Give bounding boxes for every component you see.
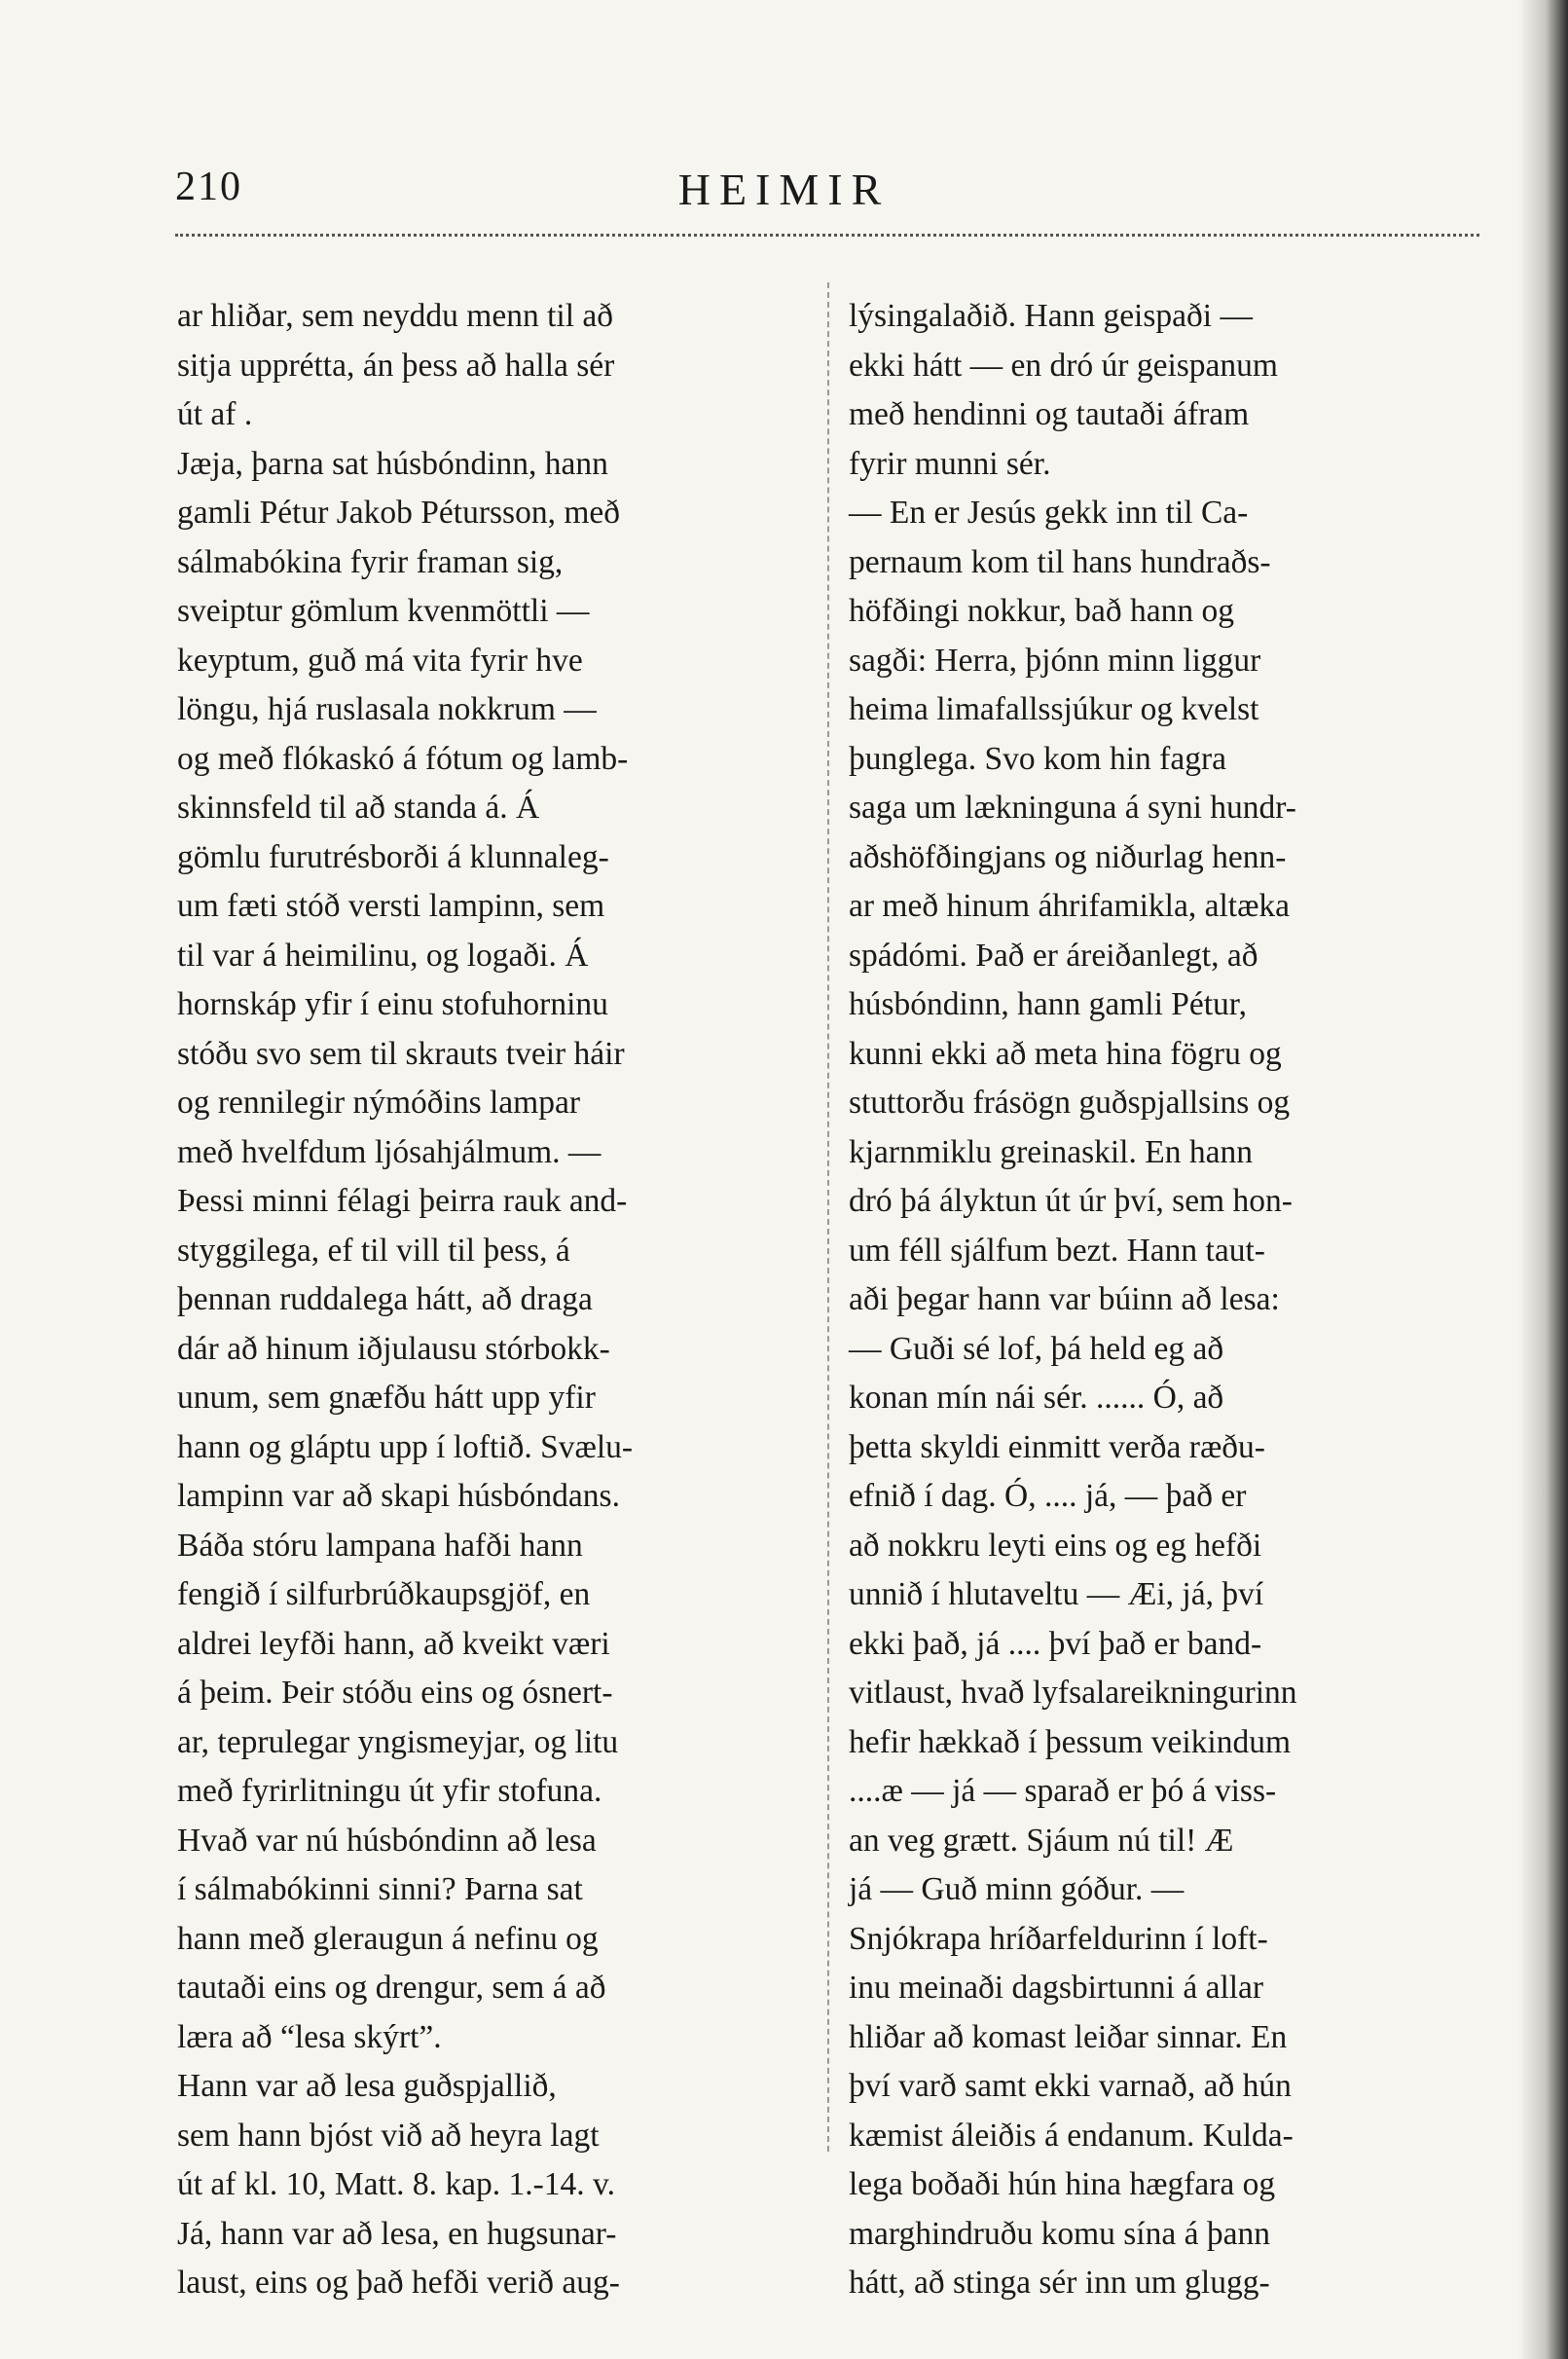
text-line: kjarnmiklu greinaskil. En hann [849,1133,1253,1170]
text-line: fyrir munni sér. [849,445,1051,482]
text-line: inu meinaði dagsbirtunni á allar [849,1970,1264,2006]
text-line: húsbóndinn, hann gamli Pétur, [849,986,1248,1022]
text-line: kunni ekki að meta hina fögru og [849,1035,1282,1072]
text-line: skinnsfeld til að standa á. Á [177,790,540,826]
running-head: HEIMIR [677,165,891,214]
text-line: dró þá ályktun út úr því, sem hon- [849,1183,1293,1219]
text-line: ekki hátt — en dró úr geispanum [849,347,1278,384]
text-line: hliðar að komast leiðar sinnar. En [849,2018,1288,2055]
text-line: hefir hækkað í þessum veikindum [849,1723,1292,1760]
text-line: ....æ — já — sparað er þó á viss- [849,1773,1277,1809]
text-line: kæmist áleiðis á endanum. Kulda- [849,2117,1294,2154]
text-line: hann með gleraugun á nefinu og [177,1920,599,1957]
text-line: með hvelfdum ljósahjálmum. — [177,1133,602,1170]
text-line: Báða stóru lampana hafði hann [177,1527,583,1564]
text-line: an veg grætt. Sjáum nú til! Æ [849,1822,1234,1859]
text-line: þennan ruddalega hátt, að draga [177,1281,593,1317]
text-line: já — Guð minn góður. — [849,1871,1185,1907]
text-line: stuttorðu frásögn guðspjallsins og [849,1085,1291,1121]
text-line: efnið í dag. Ó, .... já, — það er [849,1478,1247,1514]
text-line: keyptum, guð má vita fyrir hve [177,642,583,679]
text-line: til var á heimilinu, og logaði. Á [177,937,589,974]
text-line: sveiptur gömlum kvenmöttli — [177,593,590,629]
text-line: hátt, að stinga sér inn um glugg- [849,2265,1270,2301]
text-line: marghindruðu komu sína á þann [849,2215,1270,2252]
text-line: styggilega, ef til vill til þess, á [177,1232,570,1269]
text-line: sálmabókina fyrir framan sig, [177,543,564,580]
text-line: gömlu furutrésborði á klunnaleg- [177,838,609,875]
text-line: vitlaust, hvað lyfsalareikningurinn [849,1675,1297,1711]
text-line: — Guði sé lof, þá held eg að [849,1330,1224,1367]
text-line: um féll sjálfum bezt. Hann taut- [849,1232,1265,1269]
text-line: um fæti stóð versti lampinn, sem [177,888,605,924]
text-line: aði þegar hann var búinn að lesa: [849,1281,1280,1317]
column-divider [827,282,829,2152]
text-line: pernaum kom til hans hundraðs- [849,543,1271,580]
text-line: Snjókrapa hríðarfeldurinn í loft- [849,1920,1268,1957]
text-line: sitja upprétta, án þess að halla sér [177,347,615,384]
text-line: ar með hinum áhrifamikla, altæka [849,888,1291,924]
text-line: lampinn var að skapi húsbóndans. [177,1478,620,1514]
text-line: að nokkru leyti eins og eg hefði [849,1527,1262,1564]
header-rule [175,234,1479,237]
text-line: Hvað var nú húsbóndinn að lesa [177,1822,597,1859]
text-line: læra að “lesa skýrt”. [177,2018,442,2055]
text-line: þetta skyldi einmitt verða ræðu- [849,1428,1265,1465]
text-line: Jæja, þarna sat húsbóndinn, hann [177,445,608,482]
text-line: ar, teprulegar yngismeyjar, og litu [177,1723,619,1760]
text-line: stóðu svo sem til skrauts tveir háir [177,1035,625,1072]
text-line: ekki það, já .... því það er band- [849,1625,1262,1662]
text-line: með fyrirlitningu út yfir stofuna. [177,1773,602,1809]
text-line: ar hliðar, sem neyddu menn til að [177,298,613,334]
text-line: löngu, hjá ruslasala nokkrum — [177,691,597,727]
text-line: þunglega. Svo kom hin fagra [849,740,1226,777]
text-line: saga um lækninguna á syni hundr- [849,790,1296,826]
text-line: og rennilegir nýmóðins lampar [177,1085,581,1121]
text-line: hann og gláptu upp í loftið. Svælu- [177,1428,634,1465]
left-column [177,292,820,2308]
page-number: 210 [175,165,242,209]
text-line: sem hann bjóst við að heyra lagt [177,2117,600,2154]
text-line: út af . [177,396,253,432]
text-line: unum, sem gnæfðu hátt upp yfir [177,1380,596,1416]
text-line: fengið í silfurbrúðkaupsgjöf, en [177,1576,591,1612]
text-line: spádómi. Það er áreiðanlegt, að [849,937,1258,974]
text-line: á þeim. Þeir stóðu eins og ósnert- [177,1675,613,1711]
text-line: í sálmabókinni sinni? Þarna sat [177,1871,583,1907]
text-line: aldrei leyfði hann, að kveikt væri [177,1625,610,1662]
text-line: laust, eins og það hefði verið aug- [177,2265,620,2301]
text-line: Þessi minni félagi þeirra rauk and- [177,1183,628,1219]
text-line: með hendinni og tautaði áfram [849,396,1250,432]
text-line: lýsingalaðið. Hann geispaði — [849,298,1253,334]
text-line: aðshöfðingjans og niðurlag henn- [849,838,1287,875]
right-column [849,292,1491,2308]
text-line: lega boðaði hún hina hægfara og [849,2166,1276,2202]
text-line: gamli Pétur Jakob Pétursson, með [177,495,620,531]
text-line: unnið í hlutaveltu — Æi, já, því [849,1576,1264,1612]
text-line: tautaði eins og drengur, sem á að [177,1970,606,2006]
text-line: því varð samt ekki varnað, að hún [849,2068,1292,2104]
text-line: höfðingi nokkur, bað hann og [849,593,1234,629]
text-line: heima limafallssjúkur og kvelst [849,691,1259,727]
text-line: og með flókaskó á fótum og lamb- [177,740,629,777]
text-line: Hann var að lesa guðspjallið, [177,2068,557,2104]
text-line: konan mín nái sér. ...... Ó, að [849,1380,1224,1416]
text-line: dár að hinum iðjulausu stórbokk- [177,1330,610,1367]
text-line: út af kl. 10, Matt. 8. kap. 1.-14. v. [177,2166,616,2202]
text-line: Já, hann var að lesa, en hugsunar- [177,2215,617,2252]
text-line: hornskáp yfir í einu stofuhorninu [177,986,608,1022]
text-line: — En er Jesús gekk inn til Ca- [849,495,1249,531]
text-line: sagði: Herra, þjónn minn liggur [849,642,1261,679]
page-edge-shadow [1518,0,1568,2359]
